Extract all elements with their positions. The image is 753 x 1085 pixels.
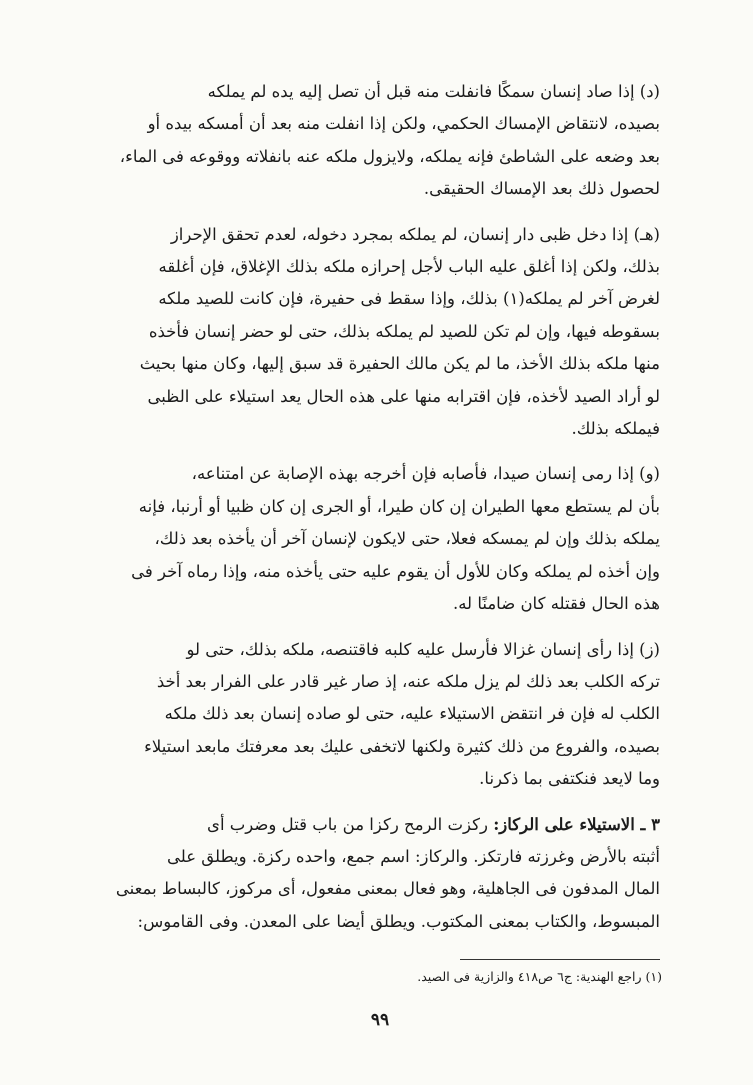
footnote-divider [460, 959, 660, 960]
text-line: (ز) إذا رأى إنسان غزالا فأرسل عليه كلبه فاقتنصه، ملكه بذلك، حتى لو [186, 639, 660, 659]
text-line: فيملكه بذلك. [571, 419, 660, 439]
text-line: (و) إذا رمى إنسان صيدا، فأصابه فإن أخرجه بهذه الإصابة عن امتناعه، [191, 464, 660, 484]
text-line: لو أراد الصيد لأخذه، فإن اقترابه منها على هذه الحال يعد استيلاء على الظبى [147, 386, 660, 406]
paragraph-waw [105, 458, 660, 620]
text-line: بأن لم يستطع معها الطيران إن كان طيرا، أو الجرى إن كان ظبيا أو أرنبا، فإنه [138, 496, 660, 516]
section-heading: ٣ ـ الاستيلاء على الركاز: [493, 814, 660, 834]
text-line: هذه الحال فقتله كان ضامنًا له. [452, 594, 660, 614]
text-line [105, 809, 660, 841]
text-line: وما لايعد فنكتفى بما ذكرنا. [479, 769, 660, 789]
text-line: (د) إذا صاد إنسان سمكًا فانفلت منه قبل أن تصل إليه يده لم يملكه [207, 82, 660, 101]
text-line: أثبته بالأرض وغرزته فارتكز. والركاز: اسم جمع، واحده ركزة. ويطلق على [166, 846, 660, 866]
text-line: يملكه بذلك وإن لم يمسكه فعلا، حتى لايكون لإنسان آخر أن يأخذه بعد ذلك، [154, 529, 660, 549]
text-line: منها ملكه بذلك الأخذ، ما لم يكن مالك الحفيرة قد سبق إليها، وكان منها بحيث [139, 354, 660, 374]
text-line: وإن أخذه لم يملكه وكان للأول أن يقوم عليه حتى يأخذه منه، وإذا رماه آخر فى [131, 561, 660, 581]
text-line: بصيده، والفروع من ذلك كثيرة ولكنها لاتخفى عليك بعد معرفتك مابعد استيلاء [144, 736, 660, 756]
text-line: المبسوط، والكتاب بمعنى المكتوب. ويطلق أيضا على المعدن. وفى القاموس: [137, 911, 660, 931]
text-line: بذلك، ولكن إذا أغلق عليه الباب لأجل إحرازه ملكه بذلك الإغلاق، فإن أغلقه [158, 257, 660, 277]
text-line: بعد وضعه على الشاطئ فإنه يملكه، ولايزول ملكه عنه بانفلاته ووقوعه فى الماء، [119, 146, 660, 166]
text-line: لغرض آخر لم يملكه(١) بذلك، وإذا سقط فى حفيرة، فإن كانت للصيد ملكه [158, 289, 660, 309]
paragraph-rikaz [105, 809, 660, 939]
paragraph-zay [105, 634, 660, 796]
paragraph-dal [105, 76, 660, 206]
body-text [105, 76, 660, 938]
text-line: المال المدفون فى الجاهلية، وهو فعال بمعنى مفعول، أى مركوز، كالبساط بمعنى [115, 879, 660, 899]
footnote: (١) راجع الهندية: ج٦ ص٤١٨ والزازية فى الصيد. [417, 969, 662, 984]
text-line: الكلب له فإن فر انتقض الاستيلاء عليه، حتى لو صاده إنسان بعد ذلك ملكه [164, 704, 660, 724]
page-number: ٩٩ [370, 1010, 390, 1030]
text-line: بسقوطه فيها، وإن لم تكن للصيد لم يملكه بذلك، حتى لو حضر إنسان فأخذه [148, 321, 660, 341]
heading-continuation: ركزت الرمح ركزا من باب قتل وضرب أى [207, 814, 494, 834]
text-line: تركه الكلب بعد ذلك لم يزل ملكه عنه، إذ صار غير قادر على الفرار بعد أخذ [156, 671, 660, 691]
paragraph-ha [105, 219, 660, 446]
text-line: لحصول ذلك بعد الإمساك الحقيقى. [423, 179, 660, 199]
text-line: (هـ) إذا دخل ظبى دار إنسان، لم يملكه بمجرد دخوله، لعدم تحقق الإحراز [170, 224, 660, 244]
text-line: بصيده، لانتقاض الإمساك الحكمي، ولكن إذا انفلت منه بعد أن أمسكه بيده أو [147, 114, 660, 134]
